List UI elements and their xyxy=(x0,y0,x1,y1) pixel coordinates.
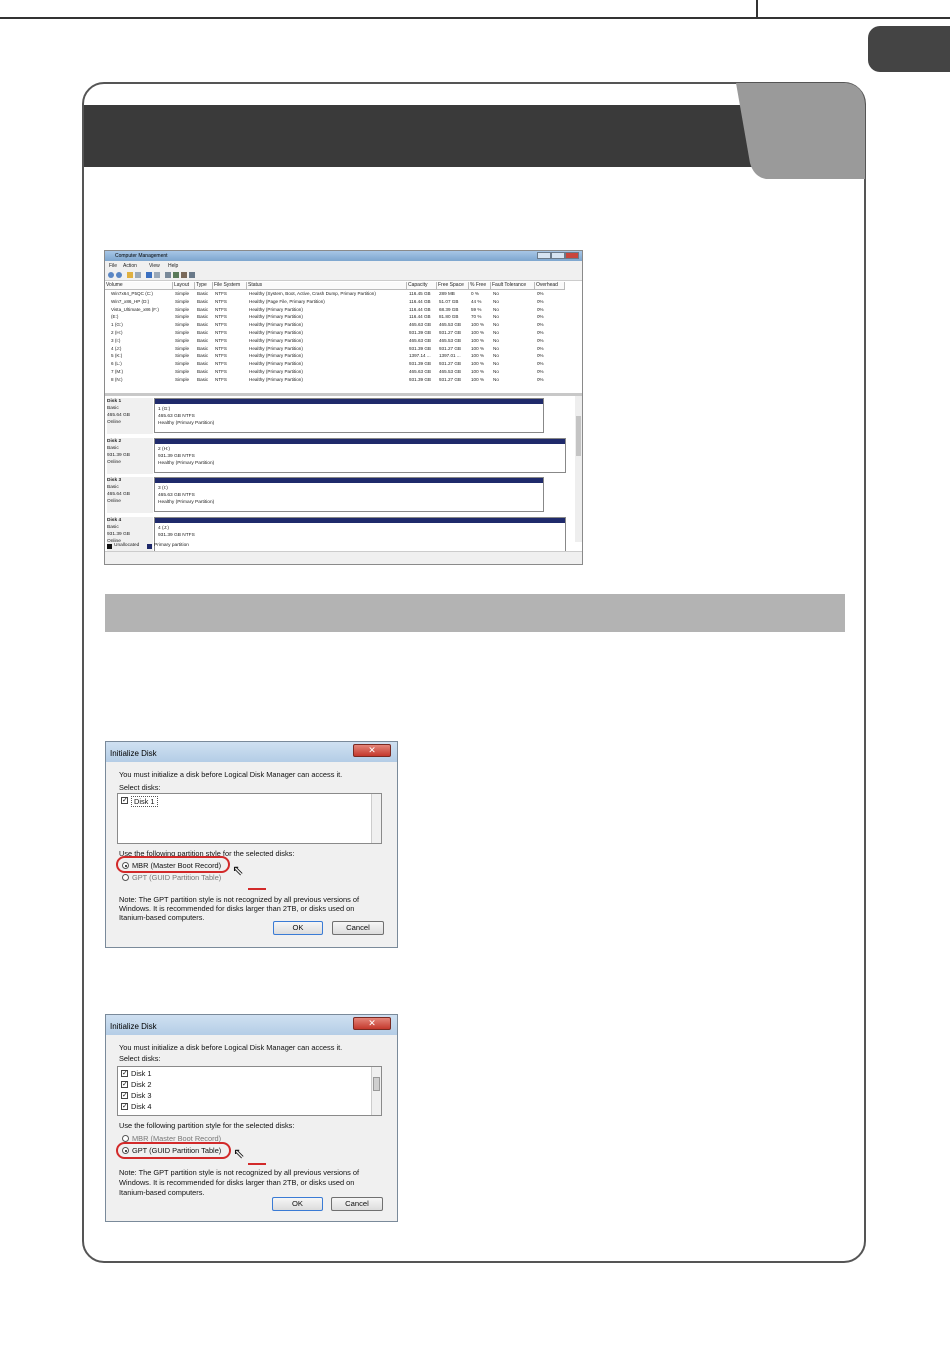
table-cell: Basic xyxy=(197,369,209,374)
partition-vol: 3 (I:) xyxy=(158,486,168,491)
table-cell: Basic xyxy=(197,353,209,359)
table-cell: Basic xyxy=(197,322,209,328)
table-cell: Simple xyxy=(175,322,190,328)
section-header-bar xyxy=(84,105,764,167)
note-line-2: Windows. It is recommended for disks larger than 2TB, or disks used on xyxy=(119,904,355,913)
table-cell: Simple xyxy=(175,314,190,320)
volume-name[interactable]: 3 (I:) xyxy=(111,337,121,343)
col-status[interactable]: Status xyxy=(247,282,407,290)
red-mark xyxy=(248,888,266,890)
table-cell: 116.44 GB xyxy=(409,314,431,320)
partition-block[interactable] xyxy=(154,438,566,473)
col-percent-free[interactable]: % Free xyxy=(469,282,491,290)
table-cell: Simple xyxy=(175,330,190,335)
disk-checkbox[interactable]: ✓ xyxy=(122,1092,128,1099)
col-free-space[interactable]: Free Space xyxy=(437,282,469,290)
volume-name[interactable]: (E:) xyxy=(111,314,119,320)
header-tab xyxy=(736,83,866,179)
table-cell: 0% xyxy=(537,376,544,382)
initialize-disk-dialog-mbr xyxy=(105,741,398,948)
table-cell: 100 % xyxy=(471,330,485,335)
computer-management-window xyxy=(104,250,583,565)
select-disks-label: Select disks: xyxy=(119,1054,161,1063)
table-cell: 116.45 GB xyxy=(409,291,431,296)
pointer-cursor-icon: ⇖ xyxy=(232,862,244,878)
disk-checkbox[interactable]: ✓ xyxy=(122,797,128,804)
table-cell: Healthy (Primary Partition) xyxy=(249,361,303,367)
unallocated-swatch xyxy=(107,544,112,549)
volume-name[interactable]: 7 (M:) xyxy=(111,369,123,374)
table-cell: 931.27 GB xyxy=(439,345,461,351)
table-cell: 0% xyxy=(537,361,544,367)
table-cell: 931.27 GB xyxy=(439,330,461,335)
red-mark xyxy=(248,1163,266,1165)
folder-icon[interactable] xyxy=(127,272,133,278)
disk-size: 931.39 GB xyxy=(107,531,130,537)
table-cell: 0 % xyxy=(471,291,479,296)
cm-title: Computer Management xyxy=(115,253,168,259)
legend-unallocated: Unallocated xyxy=(114,543,140,548)
col-overhead[interactable]: Overhead xyxy=(535,282,565,290)
note-line-1: Note: The GPT partition style is not recognized by all previous versions of xyxy=(119,1168,360,1177)
table-cell: No xyxy=(493,353,499,359)
partition-fs: 465.63 GB NTFS xyxy=(158,493,195,498)
status-bar xyxy=(105,551,582,565)
table-cell: No xyxy=(493,322,499,328)
menu-action[interactable]: Action xyxy=(123,263,137,269)
table-cell: Basic xyxy=(197,306,209,312)
table-cell: Basic xyxy=(197,337,209,343)
table-cell: Simple xyxy=(175,369,190,374)
table-cell: 100 % xyxy=(471,322,485,328)
partition-health: Healthy (Primary Partition) xyxy=(158,460,215,466)
table-cell: 51.07 GB xyxy=(439,298,459,304)
table-cell: NTFS xyxy=(215,306,227,312)
table-cell: 100 % xyxy=(471,369,485,374)
disk-list-item[interactable]: Disk 1 xyxy=(131,796,158,807)
dialog-title: Initialize Disk xyxy=(110,1022,157,1031)
table-cell: 59 % xyxy=(471,306,482,312)
disk-type: Basic xyxy=(107,524,119,530)
scroll-thumb[interactable] xyxy=(373,1077,380,1091)
volume-name[interactable]: Win7_x86_HP (D:) xyxy=(111,298,150,304)
highlight-oval xyxy=(116,856,230,873)
dialog-title-bar xyxy=(106,1015,397,1035)
disk-list[interactable] xyxy=(117,1066,382,1116)
partition-block[interactable] xyxy=(154,398,544,433)
table-cell: 931.27 GB xyxy=(439,361,461,367)
volume-name[interactable]: Win7x64_P5QC (C:) xyxy=(111,291,153,296)
table-cell: Basic xyxy=(197,291,209,296)
table-cell: 0% xyxy=(537,291,544,296)
table-cell: 465.63 GB xyxy=(409,322,431,328)
table-cell: Basic xyxy=(197,314,209,320)
table-cell: Healthy (Primary Partition) xyxy=(249,322,303,328)
disk-label[interactable] xyxy=(107,438,153,474)
close-icon[interactable]: ✕ xyxy=(353,744,391,757)
table-cell: Basic xyxy=(197,330,209,335)
table-cell: 0% xyxy=(537,298,544,304)
table-cell: 931.39 GB xyxy=(409,330,431,335)
table-cell: 931.39 GB xyxy=(409,345,431,351)
dialog-title-bar xyxy=(106,742,397,762)
minimize-button[interactable] xyxy=(537,252,551,259)
disk-list-scrollbar[interactable] xyxy=(371,794,381,843)
disk-type: Basic xyxy=(107,485,119,490)
disk-state: Online xyxy=(107,499,121,504)
partition-style-label: Use the following partition style for the selected disks: xyxy=(119,1121,295,1130)
view-icon[interactable] xyxy=(135,272,141,278)
disk-state: Online xyxy=(107,459,121,465)
partition-bar xyxy=(155,439,565,444)
table-cell: 68.39 GB xyxy=(439,306,459,312)
table-cell: 465.63 GB xyxy=(409,337,431,343)
volume-name[interactable]: 1 (G:) xyxy=(111,322,123,328)
corner-tab xyxy=(868,26,950,72)
table-cell: Healthy (Primary Partition) xyxy=(249,369,303,374)
partition-fs: 931.39 GB NTFS xyxy=(158,532,195,538)
table-cell: 100 % xyxy=(471,353,485,359)
ok-button[interactable]: OK xyxy=(272,1197,323,1211)
volume-name[interactable]: Vista_Ultimate_x86 (F:) xyxy=(111,306,159,312)
table-cell: Healthy (Primary Partition) xyxy=(249,345,303,351)
table-cell: Healthy (Primary Partition) xyxy=(249,353,303,359)
disk-type: Basic xyxy=(107,406,119,411)
table-cell: Simple xyxy=(175,298,190,304)
disk-checkbox[interactable]: ✓ xyxy=(122,1103,128,1110)
table-cell: No xyxy=(493,314,499,320)
table-cell: No xyxy=(493,306,499,312)
partition-health: Healthy (Primary Partition) xyxy=(158,500,215,505)
cancel-button[interactable]: Cancel xyxy=(332,921,384,935)
maximize-button[interactable] xyxy=(551,252,565,259)
table-cell: NTFS xyxy=(215,291,227,296)
disk-list-scrollbar[interactable] xyxy=(371,1067,381,1115)
cm-menu-bar xyxy=(105,261,582,270)
table-cell: NTFS xyxy=(215,322,227,328)
top-rule-tick xyxy=(756,0,758,19)
col-volume[interactable]: Volume xyxy=(105,282,173,290)
ok-button[interactable]: OK xyxy=(273,921,323,935)
table-cell: 81.80 GB xyxy=(439,314,459,320)
forward-icon[interactable] xyxy=(116,272,122,278)
gpt-option-label[interactable]: GPT (GUID Partition Table) xyxy=(132,873,222,882)
table-cell: Simple xyxy=(175,291,190,296)
table-cell: No xyxy=(493,337,499,343)
note-line-3: Itanium-based computers. xyxy=(119,913,205,922)
disk-state: Online xyxy=(107,538,121,544)
disk-list[interactable] xyxy=(117,793,382,844)
table-cell: 931.27 GB xyxy=(439,376,461,382)
table-cell: 931.39 GB xyxy=(409,361,431,367)
disk-list-item[interactable]: Disk 3 xyxy=(131,1091,152,1100)
mbr-radio[interactable] xyxy=(122,1135,129,1142)
back-icon[interactable] xyxy=(108,272,114,278)
col-type[interactable]: Type xyxy=(195,282,213,290)
table-cell: No xyxy=(493,298,499,304)
disk-label[interactable] xyxy=(107,477,153,513)
disk-state: Online xyxy=(107,420,121,425)
table-cell: 0% xyxy=(537,330,544,335)
volume-name[interactable]: 8 (N:) xyxy=(111,376,123,382)
disk-checkbox[interactable]: ✓ xyxy=(122,1081,128,1088)
partition-bar xyxy=(155,478,543,483)
volume-name[interactable]: 6 (L:) xyxy=(111,361,122,367)
table-cell: NTFS xyxy=(215,298,227,304)
dialog-intro: You must initialize a disk before Logical Disk Manager can access it. xyxy=(119,1043,343,1052)
table-cell: 465.53 GB xyxy=(439,322,461,328)
table-cell: 0% xyxy=(537,353,544,359)
disk-name: Disk 3 xyxy=(107,478,122,483)
table-cell: 100 % xyxy=(471,361,485,367)
partition-block[interactable] xyxy=(154,477,544,512)
table-cell: 465.53 GB xyxy=(439,369,461,374)
disk-name: Disk 2 xyxy=(107,438,122,444)
cancel-button[interactable]: Cancel xyxy=(331,1197,383,1211)
check-icon[interactable] xyxy=(173,272,179,278)
table-cell: Basic xyxy=(197,298,209,304)
table-cell: 116.44 GB xyxy=(409,306,431,312)
table-cell: 289 MB xyxy=(439,291,455,296)
dialog-intro: You must initialize a disk before Logical Disk Manager can access it. xyxy=(119,770,343,779)
col-fault-tolerance[interactable]: Fault Tolerance xyxy=(491,282,535,290)
cm-toolbar xyxy=(105,270,582,281)
table-cell: 70 % xyxy=(471,314,482,320)
table-cell: 100 % xyxy=(471,337,485,343)
table-cell: 1397.14 ... xyxy=(409,353,431,359)
close-icon[interactable]: ✕ xyxy=(353,1017,391,1030)
top-rule xyxy=(0,17,950,19)
disk-list-item[interactable]: Disk 2 xyxy=(131,1080,152,1089)
properties-icon[interactable] xyxy=(165,272,171,278)
table-cell: Healthy (Primary Partition) xyxy=(249,314,303,320)
disk-map-scrollbar[interactable] xyxy=(575,396,582,542)
disk-list-item[interactable]: Disk 1 xyxy=(131,1069,152,1078)
partition-vol: 4 (J:) xyxy=(158,525,169,531)
partition-bar xyxy=(155,399,543,404)
table-cell: No xyxy=(493,291,499,296)
table-cell: NTFS xyxy=(215,330,227,335)
legend-primary: Primary partition xyxy=(154,543,189,548)
col-capacity[interactable]: Capacity xyxy=(407,282,437,290)
scroll-thumb[interactable] xyxy=(576,416,581,456)
col-layout[interactable]: Layout xyxy=(173,282,195,290)
table-cell: NTFS xyxy=(215,337,227,343)
table-cell: Basic xyxy=(197,376,209,382)
partition-bar xyxy=(155,518,565,523)
volume-name[interactable]: 5 (K:) xyxy=(111,353,123,359)
table-cell: No xyxy=(493,369,499,374)
table-cell: Simple xyxy=(175,376,190,382)
table-cell: Basic xyxy=(197,345,209,351)
table-cell: NTFS xyxy=(215,376,227,382)
note-line-3: Itanium-based computers. xyxy=(119,1188,205,1197)
disk-checkbox[interactable]: ✓ xyxy=(122,1070,128,1077)
col-file-system[interactable]: File System xyxy=(213,282,247,290)
partition-vol: 2 (H:) xyxy=(158,446,170,452)
table-cell: NTFS xyxy=(215,361,227,367)
menu-view[interactable]: View xyxy=(149,263,160,269)
dialog-title: Initialize Disk xyxy=(110,749,157,758)
partition-fs: 931.39 GB NTFS xyxy=(158,453,195,459)
table-cell: NTFS xyxy=(215,314,227,320)
table-cell: 0% xyxy=(537,306,544,312)
table-cell: No xyxy=(493,345,499,351)
table-cell: No xyxy=(493,376,499,382)
section-band xyxy=(105,594,845,632)
table-cell: Healthy (Page File, Primary Partition) xyxy=(249,298,325,304)
disk-size: 465.64 GB xyxy=(107,492,130,497)
partition-vol: 1 (G:) xyxy=(158,407,171,412)
mbr-option-label[interactable]: MBR (Master Boot Record) xyxy=(132,861,222,870)
disk-type: Basic xyxy=(107,445,119,451)
table-cell: 44 % xyxy=(471,298,482,304)
pointer-cursor-icon: ⇖ xyxy=(233,1145,245,1161)
menu-file[interactable]: File xyxy=(109,263,118,269)
note-line-1: Note: The GPT partition style is not recognized by all previous versions of xyxy=(119,895,360,904)
cm-title-bar xyxy=(105,251,582,261)
partition-health: Healthy (Primary Partition) xyxy=(158,421,215,426)
gpt-radio[interactable] xyxy=(122,874,129,881)
console-icon[interactable] xyxy=(154,272,160,278)
table-cell: 116.44 GB xyxy=(409,298,431,304)
table-cell: Simple xyxy=(175,353,190,359)
table-cell: NTFS xyxy=(215,369,227,374)
table-cell: 0% xyxy=(537,337,544,343)
disk-size: 931.39 GB xyxy=(107,452,130,458)
select-disks-label: Select disks: xyxy=(119,783,161,792)
table-cell: 0% xyxy=(537,345,544,351)
disk-legend xyxy=(105,542,582,551)
table-cell: NTFS xyxy=(215,345,227,351)
table-cell: 100 % xyxy=(471,376,485,382)
highlight-oval xyxy=(116,1142,231,1159)
mbr-option-label[interactable]: MBR (Master Boot Record) xyxy=(132,1134,222,1143)
gpt-option-label[interactable]: GPT (GUID Partition Table) xyxy=(132,1146,222,1155)
partition-fs: 465.63 GB NTFS xyxy=(158,414,195,419)
table-cell: Simple xyxy=(175,306,190,312)
volume-name[interactable]: 2 (H:) xyxy=(111,330,123,335)
settings-icon[interactable] xyxy=(189,272,195,278)
disk-name: Disk 4 xyxy=(107,517,122,523)
primary-swatch xyxy=(147,544,152,549)
table-cell: No xyxy=(493,330,499,335)
table-cell: Simple xyxy=(175,361,190,367)
table-cell: Basic xyxy=(197,361,209,367)
menu-help[interactable]: Help xyxy=(168,263,179,269)
table-cell: 100 % xyxy=(471,345,485,351)
table-cell: 465.53 GB xyxy=(439,337,461,343)
disk-label[interactable] xyxy=(107,398,153,434)
disk-name: Disk 1 xyxy=(107,399,122,404)
pane-splitter[interactable] xyxy=(105,393,582,396)
table-cell: 1397.01 ... xyxy=(439,353,461,359)
table-cell: Simple xyxy=(175,345,190,351)
table-cell: Healthy (Primary Partition) xyxy=(249,330,303,335)
table-cell: 0% xyxy=(537,322,544,328)
table-cell: 0% xyxy=(537,369,544,374)
table-cell: NTFS xyxy=(215,353,227,359)
refresh-icon[interactable] xyxy=(181,272,187,278)
table-cell: Simple xyxy=(175,337,190,343)
close-button[interactable] xyxy=(565,252,579,259)
disk-list-item[interactable]: Disk 4 xyxy=(131,1102,152,1111)
table-cell: Healthy (Primary Partition) xyxy=(249,306,303,312)
table-cell: Healthy (Primary Partition) xyxy=(249,376,303,382)
table-cell: No xyxy=(493,361,499,367)
table-cell: 465.63 GB xyxy=(409,369,431,374)
partition-style-label: Use the following partition style for the selected disks: xyxy=(119,849,295,858)
table-cell: Healthy (Primary Partition) xyxy=(249,337,303,343)
table-cell: 931.39 GB xyxy=(409,376,431,382)
table-cell: 0% xyxy=(537,314,544,320)
disk-size: 465.64 GB xyxy=(107,413,130,418)
volume-name[interactable]: 4 (J:) xyxy=(111,345,122,351)
help-icon[interactable] xyxy=(146,272,152,278)
table-cell: Healthy (System, Boot, Active, Crash Dump, Primary Partition) xyxy=(249,291,376,296)
initialize-disk-dialog-gpt xyxy=(105,1014,398,1222)
note-line-2: Windows. It is recommended for disks larger than 2TB, or disks used on xyxy=(119,1178,355,1187)
